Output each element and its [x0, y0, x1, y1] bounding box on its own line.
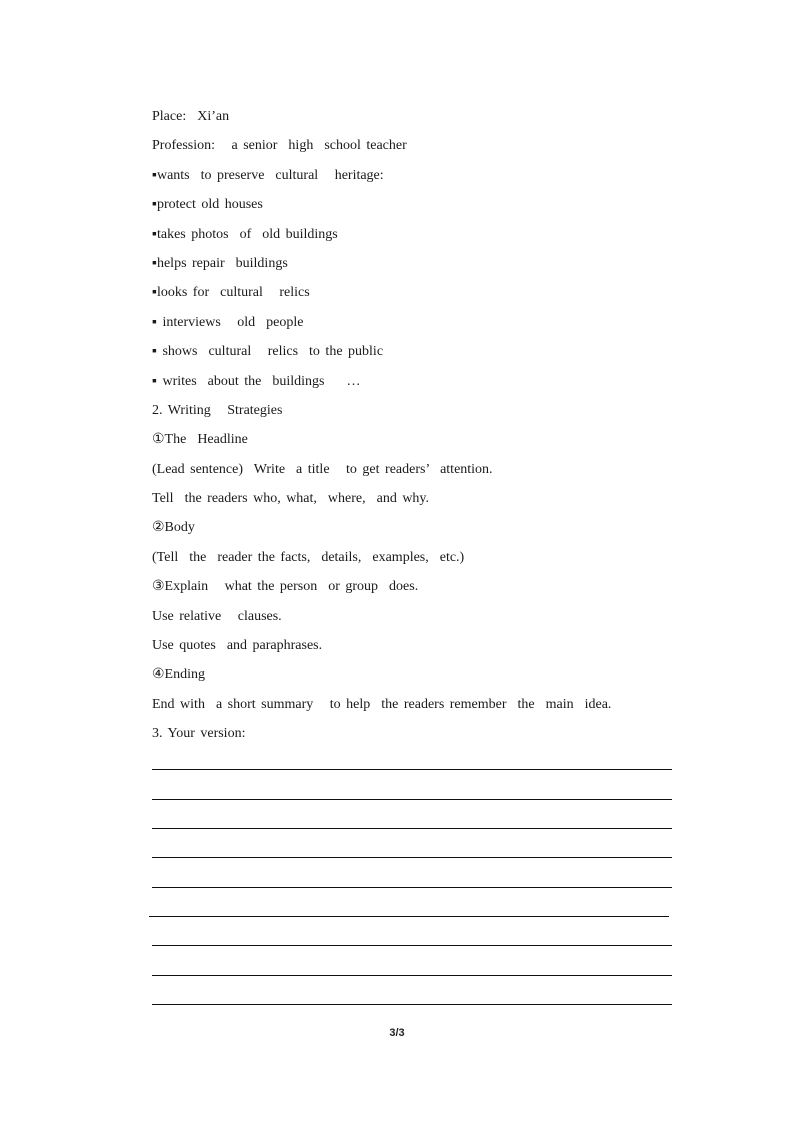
bullet-item: ▪wants to preserve cultural heritage: — [152, 167, 384, 183]
writing-line[interactable] — [152, 945, 672, 946]
strategy-headline: ①The Headline — [152, 432, 248, 448]
writing-line[interactable] — [149, 916, 669, 917]
bullet-item: ▪helps repair buildings — [152, 255, 288, 271]
bullet-item: ▪ interviews old people — [152, 314, 304, 330]
writing-line[interactable] — [152, 857, 672, 858]
section-heading-your-version: 3. Your version: — [152, 726, 246, 742]
strategy-ending: ④Ending — [152, 667, 205, 683]
text-line: Use quotes and paraphrases. — [152, 638, 323, 654]
bullet-item: ▪ shows cultural relics to the public — [152, 344, 384, 360]
bullet-item: ▪looks for cultural relics — [152, 285, 310, 301]
page-number: 3/3 — [389, 1027, 405, 1039]
text-line: (Lead sentence) Write a title to get readers’ attention. — [152, 461, 493, 477]
bullet-item: ▪protect old houses — [152, 197, 263, 213]
writing-line[interactable] — [152, 828, 672, 829]
text-line: End with a short summary to help the readers remember the main idea. — [152, 696, 612, 712]
text-line: Tell the readers who, what, where, and why. — [152, 491, 430, 507]
writing-line[interactable] — [152, 887, 672, 888]
text-line: (Tell the reader the facts, details, examples, etc.) — [152, 549, 465, 565]
writing-line[interactable] — [152, 769, 672, 770]
writing-line[interactable] — [152, 975, 672, 976]
strategy-explain: ③Explain what the person or group does. — [152, 579, 419, 595]
writing-line[interactable] — [152, 1004, 672, 1005]
text-line: Use relative clauses. — [152, 608, 282, 624]
bullet-item: ▪takes photos of old buildings — [152, 226, 338, 242]
writing-line[interactable] — [152, 799, 672, 800]
section-heading-writing-strategies: 2. Writing Strategies — [152, 402, 283, 418]
place-line: Place: Xi’an — [152, 109, 230, 124]
bullet-item: ▪ writes about the buildings … — [152, 373, 361, 389]
profession-line: Profession: a senior high school teacher — [152, 138, 407, 154]
strategy-body: ②Body — [152, 520, 195, 536]
